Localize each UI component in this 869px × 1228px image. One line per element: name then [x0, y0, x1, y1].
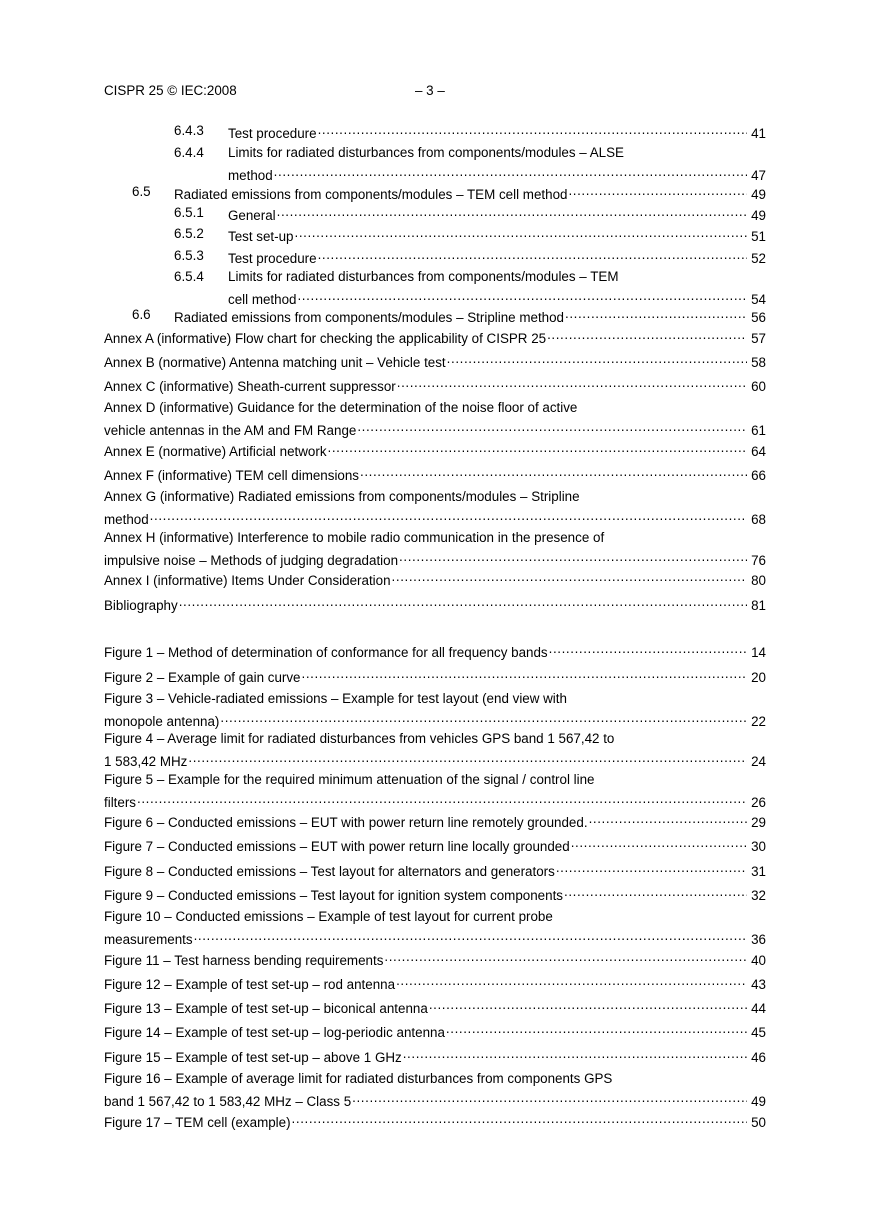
toc-entry[interactable] — [104, 730, 766, 768]
page-ref: 52 — [751, 251, 766, 266]
entry-title: Figure 14 – Example of test set-up – log-periodic antenna — [104, 1025, 445, 1040]
dot-leader — [571, 835, 747, 851]
page-ref: 40 — [751, 953, 766, 968]
page-ref: 43 — [751, 977, 766, 992]
entry-title: Annex G (informative) Radiated emissions from components/modules – Stripline — [104, 489, 580, 504]
dot-leader — [194, 928, 747, 944]
page-ref: 49 — [751, 208, 766, 223]
page-ref: 51 — [751, 229, 766, 244]
entry-title: Figure 9 – Conducted emissions – Test layout for ignition system components — [104, 888, 563, 903]
entry-title: Figure 16 – Example of average limit for radiated disturbances from components GPS — [104, 1071, 613, 1086]
toc-entry[interactable] — [104, 529, 766, 567]
toc-entry[interactable] — [104, 569, 766, 587]
toc-entry[interactable] — [104, 1111, 766, 1129]
page-ref: 29 — [751, 815, 766, 830]
entry-title-cont: band 1 567,42 to 1 583,42 MHz – Class 5 — [104, 1094, 352, 1109]
dot-leader — [403, 1046, 747, 1062]
entry-title: Annex I (informative) Items Under Consideration — [104, 573, 391, 588]
entry-title: Test procedure — [228, 126, 317, 141]
toc-entry[interactable] — [104, 122, 766, 140]
entry-title: Bibliography — [104, 598, 178, 613]
toc-entry[interactable] — [104, 811, 766, 829]
toc-entry[interactable] — [104, 1070, 766, 1108]
page-ref: 45 — [751, 1025, 766, 1040]
toc-entry[interactable] — [104, 247, 766, 265]
dot-leader — [568, 183, 747, 199]
entry-title: Radiated emissions from components/modules – Stripline method — [174, 310, 565, 325]
entry-title: Radiated emissions from components/modules – TEM cell method — [174, 187, 568, 202]
page-ref: 14 — [751, 645, 766, 660]
dot-leader — [295, 225, 748, 241]
page-ref: 60 — [751, 379, 766, 394]
entry-title-cont: cell method — [228, 292, 297, 307]
page-ref: 41 — [751, 126, 766, 141]
section-number: 6.5.1 — [174, 205, 204, 220]
section-number: 6.4.3 — [174, 123, 204, 138]
dot-leader — [292, 1111, 747, 1127]
dot-leader — [589, 811, 747, 827]
dot-leader — [396, 973, 747, 989]
toc-entry[interactable] — [104, 860, 766, 878]
section-number: 6.5.4 — [174, 269, 204, 284]
page-ref: 81 — [751, 598, 766, 613]
dot-leader — [357, 419, 747, 435]
entry-title: Annex A (informative) Flow chart for checking the applicability of CISPR 25 — [104, 331, 547, 346]
toc-entry[interactable] — [104, 884, 766, 902]
dot-leader — [302, 666, 748, 682]
toc-entry[interactable] — [104, 225, 766, 243]
section-number: 6.5.2 — [174, 226, 204, 241]
entry-title: Figure 12 – Example of test set-up – rod antenna — [104, 977, 396, 992]
toc-entry[interactable] — [104, 835, 766, 853]
entry-title-cont: impulsive noise – Methods of judging degradation — [104, 553, 399, 568]
entry-title: Annex B (normative) Antenna matching unit – Vehicle test — [104, 355, 446, 370]
dot-leader — [188, 750, 747, 766]
toc-entry[interactable] — [104, 375, 766, 393]
dot-leader — [565, 306, 747, 322]
page-ref: 57 — [751, 331, 766, 346]
dot-leader — [318, 122, 747, 138]
page-ref: 68 — [751, 512, 766, 527]
entry-title: Annex C (informative) Sheath-current suppressor — [104, 379, 396, 394]
entry-title-cont: method — [104, 512, 149, 527]
dot-leader — [446, 1021, 747, 1037]
page-ref: 56 — [751, 310, 766, 325]
page-ref: 50 — [751, 1115, 766, 1130]
toc-entry[interactable] — [104, 771, 766, 809]
entry-title-cont: method — [228, 168, 273, 183]
toc-entry[interactable] — [104, 464, 766, 482]
dot-leader — [277, 204, 747, 220]
page-ref: 47 — [751, 168, 766, 183]
entry-title: Figure 15 – Example of test set-up – above 1 GHz — [104, 1050, 402, 1065]
section-number: 6.5.3 — [174, 248, 204, 263]
page-ref: 46 — [751, 1050, 766, 1065]
toc-entry[interactable] — [104, 641, 766, 659]
toc-entry[interactable] — [104, 306, 766, 324]
entry-title: General — [228, 208, 276, 223]
entry-title: Figure 1 – Method of determination of conformance for all frequency bands — [104, 645, 548, 660]
dot-leader — [384, 949, 747, 965]
dot-leader — [399, 549, 747, 565]
page-number: – 3 – — [415, 83, 445, 98]
page-ref: 49 — [751, 187, 766, 202]
entry-title-cont: vehicle antennas in the AM and FM Range — [104, 423, 357, 438]
toc-entry[interactable] — [104, 908, 766, 946]
page-ref: 49 — [751, 1094, 766, 1109]
entry-title: Annex H (informative) Interference to mobile radio communication in the presence of — [104, 530, 605, 545]
page-ref: 31 — [751, 864, 766, 879]
entry-title-cont: measurements — [104, 932, 193, 947]
toc-entry[interactable] — [104, 594, 766, 612]
dot-leader — [556, 860, 747, 876]
page-ref: 76 — [751, 553, 766, 568]
toc-entry[interactable] — [104, 327, 766, 345]
entry-title: Figure 6 – Conducted emissions – EUT with power return line remotely grounded. — [104, 815, 588, 830]
entry-title: Figure 5 – Example for the required minimum attenuation of the signal / control line — [104, 772, 595, 787]
entry-title-cont: filters — [104, 795, 136, 810]
entry-title: Limits for radiated disturbances from components/modules – ALSE — [228, 145, 624, 160]
toc-entry[interactable] — [104, 690, 766, 728]
entry-title: Figure 2 – Example of gain curve — [104, 670, 301, 685]
toc-entry[interactable] — [104, 488, 766, 526]
entry-title: Test set-up — [228, 229, 294, 244]
dot-leader — [564, 884, 747, 900]
dot-leader — [297, 288, 747, 304]
dot-leader — [150, 508, 747, 524]
page-header — [104, 83, 766, 101]
dot-leader — [220, 710, 747, 726]
toc-entry[interactable] — [104, 666, 766, 684]
entry-title: Figure 17 – TEM cell (example) — [104, 1115, 291, 1130]
entry-title: Figure 4 – Average limit for radiated disturbances from vehicles GPS band 1 567,42 to — [104, 731, 615, 746]
document-id: CISPR 25 © IEC:2008 — [104, 83, 237, 98]
dot-leader — [274, 164, 747, 180]
dot-leader — [392, 569, 747, 585]
toc-entry[interactable] — [104, 399, 766, 437]
page-ref: 36 — [751, 932, 766, 947]
entry-title: Figure 10 – Conducted emissions – Example of test layout for current probe — [104, 909, 553, 924]
toc-entry[interactable] — [104, 973, 766, 991]
page-ref: 32 — [751, 888, 766, 903]
page-ref: 66 — [751, 468, 766, 483]
entry-title: Figure 13 – Example of test set-up – biconical antenna — [104, 1001, 428, 1016]
dot-leader — [352, 1090, 747, 1106]
entry-title: Figure 8 – Conducted emissions – Test layout for alternators and generators — [104, 864, 555, 879]
section-number: 6.5 — [132, 184, 151, 199]
toc-entry[interactable] — [104, 1046, 766, 1064]
dot-leader — [549, 641, 747, 657]
page-ref: 64 — [751, 444, 766, 459]
entry-title: Test procedure — [228, 251, 317, 266]
toc-entry[interactable] — [104, 144, 766, 182]
section-number: 6.6 — [132, 307, 151, 322]
page-ref: 80 — [751, 573, 766, 588]
toc-entry[interactable] — [104, 268, 766, 306]
toc-entry[interactable] — [104, 183, 766, 201]
entry-title: Figure 7 – Conducted emissions – EUT with power return line locally grounded — [104, 839, 570, 854]
dot-leader — [328, 440, 747, 456]
entry-title-cont: 1 583,42 MHz — [104, 754, 188, 769]
dot-leader — [360, 464, 747, 480]
entry-title: Annex E (normative) Artificial network — [104, 444, 327, 459]
page-ref: 24 — [751, 754, 766, 769]
dot-leader — [318, 247, 747, 263]
page-ref: 30 — [751, 839, 766, 854]
dot-leader — [447, 351, 747, 367]
toc-entry[interactable] — [104, 949, 766, 967]
entry-title: Annex D (informative) Guidance for the determination of the noise floor of active — [104, 400, 578, 415]
entry-title: Figure 3 – Vehicle-radiated emissions – Example for test layout (end view with — [104, 691, 567, 706]
entry-title: Limits for radiated disturbances from components/modules – TEM — [228, 269, 619, 284]
dot-leader — [179, 594, 747, 610]
page-ref: 44 — [751, 1001, 766, 1016]
page-ref: 58 — [751, 355, 766, 370]
entry-title: Annex F (informative) TEM cell dimensions — [104, 468, 360, 483]
entry-title-cont: monopole antenna) — [104, 714, 220, 729]
toc-entry[interactable] — [104, 204, 766, 222]
section-number: 6.4.4 — [174, 145, 204, 160]
page-ref: 61 — [751, 423, 766, 438]
toc-entry[interactable] — [104, 351, 766, 369]
page-ref: 54 — [751, 292, 766, 307]
page-ref: 26 — [751, 795, 766, 810]
dot-leader — [429, 997, 747, 1013]
dot-leader — [137, 791, 747, 807]
entry-title: Figure 11 – Test harness bending requirements — [104, 953, 384, 968]
dot-leader — [547, 327, 747, 343]
toc-entry[interactable] — [104, 1021, 766, 1039]
page-ref: 22 — [751, 714, 766, 729]
dot-leader — [397, 375, 747, 391]
page-ref: 20 — [751, 670, 766, 685]
toc-entry[interactable] — [104, 440, 766, 458]
toc-entry[interactable] — [104, 997, 766, 1015]
